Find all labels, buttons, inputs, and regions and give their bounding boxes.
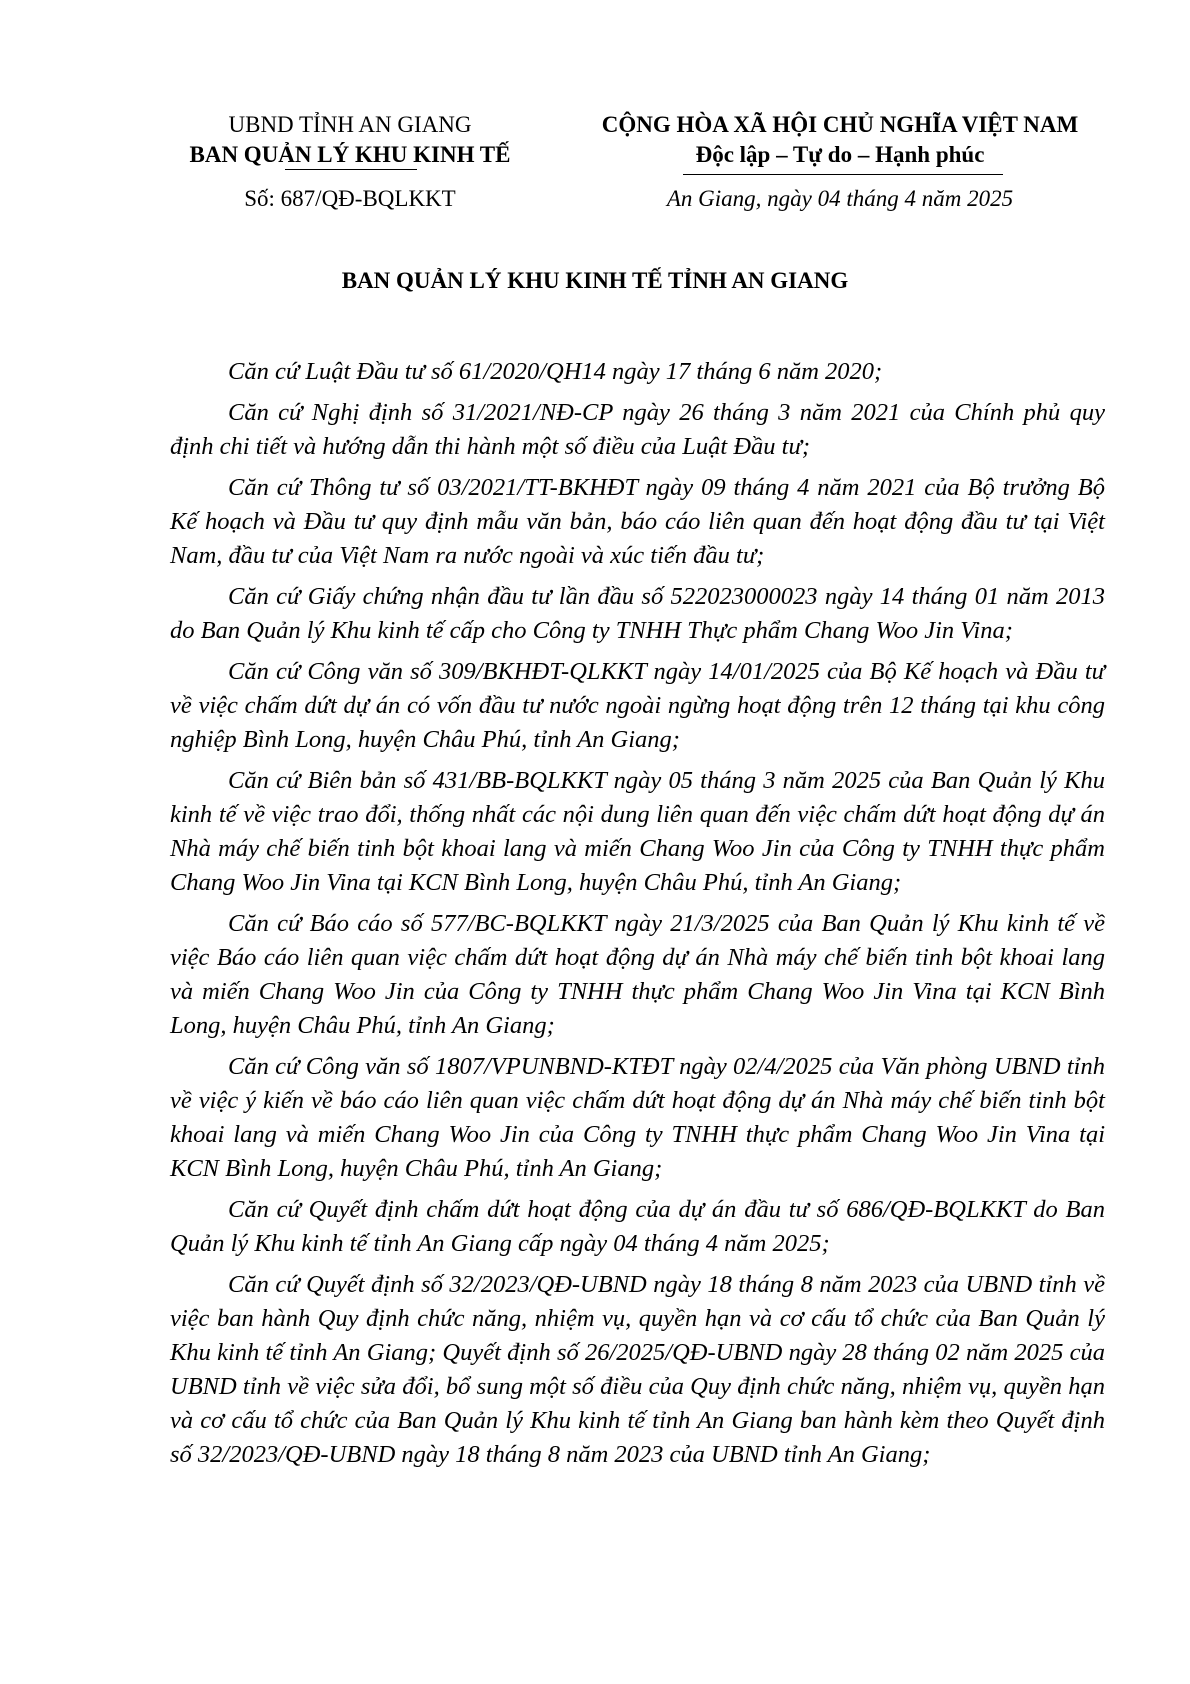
country-name: CỘNG HÒA XÃ HỘI CHỦ NGHĨA VIỆT NAM <box>601 112 1079 137</box>
legal-basis-paragraph: Căn cứ Thông tư số 03/2021/TT-BKHĐT ngày 09 tháng 4 năm 2021 của Bộ trưởng Bộ Kế hoạch và Đầu tư quy định mẫu văn bản, báo cáo liên quan đến hoạt động đầu tư tại Việt Nam, đầu tư của Việt Nam ra nước ngoài và xúc tiến đầu tư; <box>170 474 1105 569</box>
document-number: Số: 687/QĐ-BQLKKT <box>244 186 456 211</box>
legal-basis-paragraph: Căn cứ Quyết định số 32/2023/QĐ-UBND ngày 18 tháng 8 năm 2023 của UBND tỉnh về việc ban hành Quy định chức năng, nhiệm vụ, quyền hạn và cơ cấu tổ chức của Ban Quản lý Khu kinh tế tỉnh An Giang; Quyết định số 26/2025/QĐ-UBND ngày 28 tháng 02 năm 2025 của UBND tỉnh về việc sửa đổi, bổ sung một số điều của Quy định chức năng, nhiệm vụ, quyền hạn và cơ cấu tổ chức của Ban Quản lý Khu kinh tế tỉnh An Giang ban hành kèm theo Quyết định số 32/2023/QĐ-UBND ngày 18 tháng 8 năm 2023 của UBND tỉnh An Giang; <box>170 1271 1105 1468</box>
legal-basis-paragraph: Căn cứ Biên bản số 431/BB-BQLKKT ngày 05 tháng 3 năm 2025 của Ban Quản lý Khu kinh tế về việc trao đổi, thống nhất các nội dung liên quan đến việc chấm dứt hoạt động dự án Nhà máy chế biến tinh bột khoai lang và miến Chang Woo Jin của Công ty TNHH thực phẩm Chang Woo Jin Vina tại KCN Bình Long, huyện Châu Phú, tỉnh An Giang; <box>170 767 1105 896</box>
legal-basis-paragraph: Căn cứ Giấy chứng nhận đầu tư lần đầu số 522023000023 ngày 14 tháng 01 năm 2013 do Ban Quản lý Khu kinh tế cấp cho Công ty TNHH Thực phẩm Chang Woo Jin Vina; <box>170 583 1105 644</box>
legal-basis-paragraph: Căn cứ Luật Đầu tư số 61/2020/QH14 ngày 17 tháng 6 năm 2020; <box>228 358 883 385</box>
legal-basis-paragraph: Căn cứ Công văn số 309/BKHĐT-QLKKT ngày 14/01/2025 của Bộ Kế hoạch và Đầu tư về việc chấm dứt dự án có vốn đầu tư nước ngoài ngừng hoạt động trên 12 tháng tại khu công nghiệp Bình Long, huyện Châu Phú, tỉnh An Giang; <box>170 658 1105 753</box>
legal-basis-paragraph: Căn cứ Quyết định chấm dứt hoạt động của dự án đầu tư số 686/QĐ-BQLKKT do Ban Quản lý Khu kinh tế tỉnh An Giang cấp ngày 04 tháng 4 năm 2025; <box>170 1196 1105 1257</box>
national-header-block <box>565 110 1115 170</box>
document-date: An Giang, ngày 04 tháng 4 năm 2025 <box>666 186 1014 211</box>
legal-basis-paragraph: Căn cứ Nghị định số 31/2021/NĐ-CP ngày 26 tháng 3 năm 2021 của Chính phủ quy định chi tiết và hướng dẫn thi hành một số điều của Luật Đầu tư; <box>170 399 1105 460</box>
parent-agency: UBND TỈNH AN GIANG <box>228 112 472 137</box>
legal-bases <box>170 355 1105 1479</box>
issuing-agency-block <box>160 110 540 170</box>
national-motto: Độc lập – Tự do – Hạnh phúc <box>695 142 985 167</box>
legal-basis-paragraph: Căn cứ Báo cáo số 577/BC-BQLKKT ngày 21/3/2025 của Ban Quản lý Khu kinh tế về việc Báo cáo liên quan việc chấm dứt hoạt động dự án Nhà máy chế biến tinh bột khoai lang và miến Chang Woo Jin của Công ty TNHH thực phẩm Chang Woo Jin Vina tại KCN Bình Long, huyện Châu Phú, tỉnh An Giang; <box>170 910 1105 1039</box>
agency-underline <box>285 169 417 170</box>
document-title: BAN QUẢN LÝ KHU KINH TẾ TỈNH AN GIANG <box>341 268 849 293</box>
motto-underline <box>683 174 1003 175</box>
legal-basis-paragraph: Căn cứ Công văn số 1807/VPUNBND-KTĐT ngày 02/4/2025 của Văn phòng UBND tỉnh về việc ý kiến về báo cáo liên quan việc chấm dứt hoạt động dự án Nhà máy chế biến tinh bột khoai lang và miến Chang Woo Jin của Công ty TNHH thực phẩm Chang Woo Jin Vina tại KCN Bình Long, huyện Châu Phú, tỉnh An Giang; <box>170 1053 1105 1182</box>
issuing-agency: BAN QUẢN LÝ KHU KINH TẾ <box>189 142 511 167</box>
